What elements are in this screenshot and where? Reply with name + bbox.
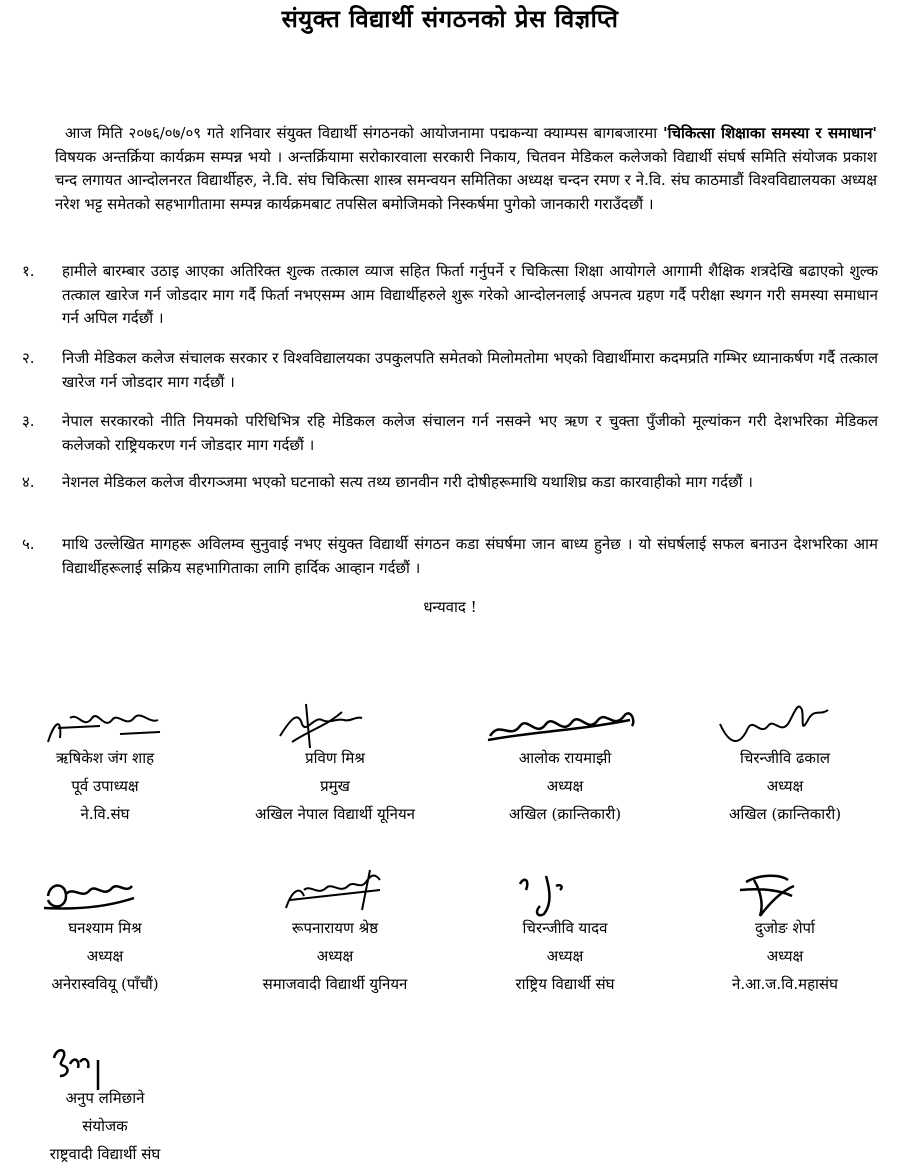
handwritten-signature-image: [0, 860, 210, 920]
point-text: निजी मेडिकल कलेज संचालक सरकार र विश्वविद्यालयका उपकुलपति समेतको मिलोमतोमा भएको विद्यार्थीमारा कदमप्रति गम्भिर ध्यानाकर्षण गर्दै तत्काल खारेज गर्न जोडदार माग गर्दछौं ।: [62, 349, 878, 391]
point-item: [22, 260, 878, 331]
point-number: ३.: [22, 412, 35, 430]
signatory-name: घनश्याम मिश्र: [68, 919, 142, 937]
signatory-name: रूपनारायण श्रेष्ठ: [291, 919, 379, 937]
point-item: [22, 471, 878, 495]
thanks-text: धन्यवाद !: [423, 598, 477, 616]
point-item: [22, 410, 878, 457]
point-number: १.: [22, 262, 35, 280]
point-text: नेशनल मेडिकल कलेज वीरगञ्जमा भएको घटनाको सत्य तथ्य छानवीन गरी दोषीहरूमाथि यथाशिघ्र कडा कारवाहीको माग गर्दछौं ।: [62, 473, 753, 491]
signatory-name: चिरन्जीवि ढकाल: [739, 749, 831, 767]
point-text: माथि उल्लेखित मागहरू अविलम्व सुनुवाई नभए संयुक्त विद्यार्थी संगठन कडा संघर्षमा जान बाध्य हुनेछ । यो संघर्षलाई सफल बनाउन देशभरिका आम विद्यार्थीहरूलाई सक्रिय सहभागिताका लागि हार्दिक आव्हान गर्दछौं ।: [62, 535, 878, 577]
signatory-role: अध्यक्ष: [766, 777, 804, 795]
signatory-org: ने.आ.ज.वि.महासंघ: [732, 975, 838, 993]
signatory-name: ऋषिकेश जंग शाह: [55, 749, 155, 767]
handwritten-signature-image: [680, 690, 890, 750]
signatory-role: प्रमुख: [320, 777, 350, 795]
handwritten-signature-image: [0, 690, 210, 750]
signatory-name: प्रविण मिश्र: [305, 749, 365, 767]
handwritten-signature-image: [460, 690, 670, 750]
point-text: नेपाल सरकारको नीति नियमको परिधिभित्र रहि मेडिकल कलेज संचालन गर्न नसक्ने भए ऋण र चुक्ता पुँजीको मूल्यांकन गरी देशभरिका मेडिकल कलेजको राष्ट्रियकरण गर्न जोडदार माग गर्दछौं ।: [62, 412, 878, 454]
signatory-name: अनुप लमिछाने: [65, 1089, 145, 1107]
signatory-org: अखिल (क्रान्तिकारी): [508, 805, 622, 823]
handwritten-signature-image: [460, 860, 670, 920]
handwritten-signature-image: [0, 1030, 210, 1090]
signatory-org: अखिल नेपाल विद्यार्थी यूनियन: [255, 805, 415, 823]
point-text: हामीले बारम्बार उठाइ आएका अतिरिक्त शुल्क तत्काल व्याज सहित फिर्ता गर्नुपर्ने र चिकित्सा शिक्षा आयोगले आगामी शैक्षिक शत्रदेखि बढाएको शुल्क तत्काल खारेज गर्न जोडदार माग गर्दै फिर्ता नभएसम्म आम विद्यार्थीहरुले शुरू गरेको आन्दोलनलाई अपनत्व ग्रहण गर्दै परीक्षा स्थगन गरी समस्या समाधान गर्न अपिल गर्दछौं ।: [62, 262, 878, 328]
signatory-org: समाजवादी विद्यार्थी युनियन: [262, 975, 408, 993]
signatory-org: ने.वि.संघ: [80, 805, 130, 823]
handwritten-signature-image: [680, 860, 890, 920]
point-item: [22, 533, 878, 580]
handwritten-signature-image: [230, 690, 440, 750]
signatory-role: अध्यक्ष: [766, 947, 804, 965]
signatory-role: अध्यक्ष: [316, 947, 354, 965]
intro-text-start: आज मिति २०७६/०७/०९ गते शनिवार संयुक्त विद्यार्थी संगठनको आयोजनामा पद्मकन्या क्याम्पस बागबजारमा: [65, 124, 664, 142]
intro-paragraph: [55, 122, 877, 216]
signatory-role: अध्यक्ष: [546, 777, 584, 795]
page-title: संयुक्त विद्यार्थी संगठनको प्रेस विज्ञप्ति: [281, 5, 619, 33]
signatory-name: दुजोङ शेर्पा: [755, 919, 815, 937]
signatory-org: राष्ट्रिय विद्यार्थी संघ: [515, 975, 615, 993]
point-number: ४.: [22, 473, 35, 491]
signatory-org: अनेरास्ववियू (पाँचौं): [51, 975, 159, 993]
signatory-role: अध्यक्ष: [546, 947, 584, 965]
point-number: ५.: [22, 535, 35, 553]
signatory-org: राष्ट्रवादी विद्यार्थी संघ: [49, 1145, 161, 1163]
signatory-org: अखिल (क्रान्तिकारी): [728, 805, 842, 823]
signatory-role: पूर्व उपाध्यक्ष: [71, 777, 139, 795]
signatory-role: अध्यक्ष: [86, 947, 124, 965]
intro-text-end: विषयक अन्तर्क्रिया कार्यक्रम सम्पन्न भयो । अन्तर्क्रियामा सरोकारवाला सरकारी निकाय, चितवन मेडिकल कलेजको विद्यार्थी संघर्ष समिति संयोजक प्रकाश चन्द लगायत आन्दोलनरत विद्यार्थीहरु, ने.वि. संघ चिकित्सा शास्त्र समन्वयन समितिका अध्यक्ष चन्दन रमण र ने.वि. संघ काठमाडौं विश्वविद्यालयका अध्यक्ष नरेश भट्ट समेतको सहभागीतामा सम्पन्न कार्यक्रमबाट तपसिल बमोजिमको निस्कर्षमा पुगेको जानकारी गराउँदछौं ।: [55, 147, 877, 213]
point-item: [22, 347, 878, 394]
signatory-name: चिरन्जीवि यादव: [522, 919, 608, 937]
handwritten-signature-image: [230, 860, 440, 920]
intro-program-title: 'चिकित्सा शिक्षाका समस्या र समाधान': [663, 124, 877, 142]
point-number: २.: [22, 349, 35, 367]
signatory-name: आलोक रायमाझी: [518, 749, 612, 767]
signatory-role: संयोजक: [82, 1117, 128, 1135]
